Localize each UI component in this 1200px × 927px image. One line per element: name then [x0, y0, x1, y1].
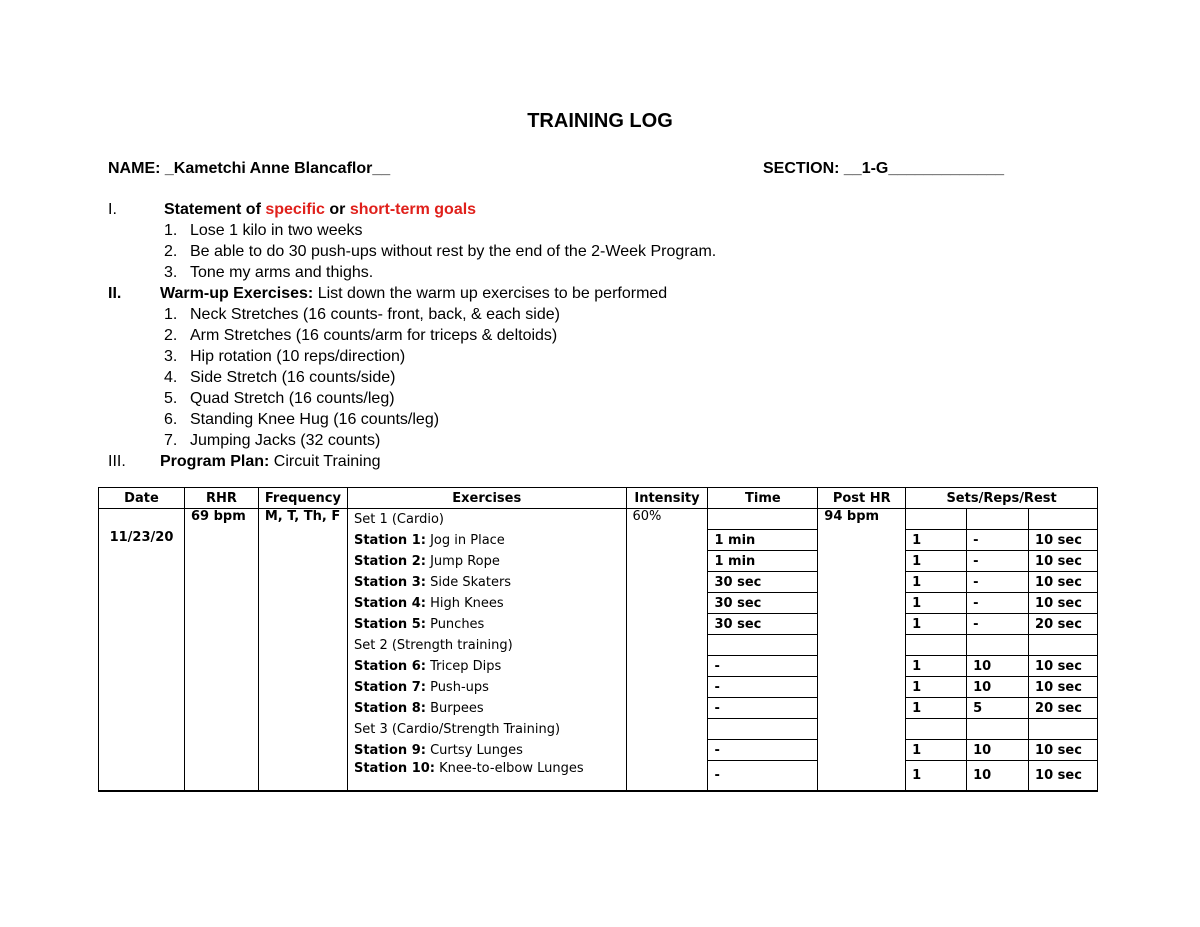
warmup-item: 5. Quad Stretch (16 counts/leg) — [164, 390, 395, 407]
sets-cell — [906, 719, 967, 740]
station-label: Station 9: — [353, 742, 426, 758]
reps-cell: 5 — [967, 698, 1029, 719]
date-cell-value: 11/23/20 — [109, 530, 174, 545]
reps-cell: 10 — [967, 740, 1029, 761]
sets-cell: 1 — [906, 698, 967, 719]
rest-cell: 10 sec — [1029, 551, 1098, 572]
station-label: Station 4: — [353, 595, 426, 611]
table-row — [99, 509, 1098, 530]
rest-cell: 20 sec — [1029, 614, 1098, 635]
header-exercises: Exercises — [347, 488, 626, 509]
time-cell — [708, 635, 818, 656]
time-cell — [708, 509, 818, 530]
exercise-cell — [347, 593, 626, 614]
sets-cell: 1 — [906, 614, 967, 635]
exercise-name: Jump Rope — [425, 553, 500, 569]
reps-cell: - — [967, 593, 1029, 614]
goal-item: 2. Be able to do 30 push-ups without rest by the end of the 2-Week Program. — [164, 243, 717, 260]
exercise-cell — [347, 572, 626, 593]
station-label: Station 10: — [353, 760, 435, 776]
exercise-cell — [347, 635, 626, 656]
page-title: TRAINING LOG — [527, 110, 673, 132]
time-cell: - — [708, 677, 818, 698]
reps-cell — [967, 635, 1029, 656]
exercise-cell — [347, 761, 626, 791]
section-i-heading: Statement of specific or short-term goals — [164, 201, 477, 218]
rhr-cell — [184, 509, 258, 791]
time-cell — [708, 719, 818, 740]
exercise-name: Knee-to-elbow Lunges — [435, 760, 584, 776]
sets-cell: 1 — [906, 761, 967, 791]
exercise-name: Set 2 (Strength training) — [353, 637, 513, 653]
reps-cell: - — [967, 530, 1029, 551]
section-iii-numeral: III. — [108, 453, 126, 470]
exercise-name: Burpees — [425, 700, 484, 716]
rest-cell: 10 sec — [1029, 761, 1098, 791]
exercise-name: High Knees — [425, 595, 504, 611]
warmup-item: 3. Hip rotation (10 reps/direction) — [164, 348, 406, 365]
reps-cell: 10 — [967, 656, 1029, 677]
exercise-name: Curtsy Lunges — [425, 742, 523, 758]
exercise-cell — [347, 551, 626, 572]
header-date: Date — [99, 488, 185, 509]
station-label: Station 1: — [353, 532, 426, 548]
section-field: SECTION: __1-G_____________ — [763, 160, 1005, 177]
sets-cell: 1 — [906, 551, 967, 572]
rest-cell: 10 sec — [1029, 740, 1098, 761]
header-rhr: RHR — [184, 488, 258, 509]
station-label: Station 6: — [353, 658, 426, 674]
rest-cell: 10 sec — [1029, 656, 1098, 677]
exercise-name: Side Skaters — [425, 574, 512, 590]
exercise-cell — [347, 740, 626, 761]
goal-item: 1. Lose 1 kilo in two weeks — [164, 222, 363, 239]
time-cell: - — [708, 740, 818, 761]
exercise-cell — [347, 530, 626, 551]
warmup-item: 2. Arm Stretches (16 counts/arm for triceps & deltoids) — [164, 327, 558, 344]
sets-cell: 1 — [906, 530, 967, 551]
exercise-name: Push-ups — [425, 679, 489, 695]
time-cell: 1 min — [708, 530, 818, 551]
warmup-item: 4. Side Stretch (16 counts/side) — [164, 369, 396, 386]
exercise-name: Set 3 (Cardio/Strength Training) — [353, 721, 561, 737]
time-cell: - — [708, 761, 818, 791]
training-log-table — [98, 487, 1098, 792]
warmup-item: 6. Standing Knee Hug (16 counts/leg) — [164, 411, 440, 428]
sets-cell: 1 — [906, 740, 967, 761]
time-cell: 1 min — [708, 551, 818, 572]
station-label: Station 7: — [353, 679, 426, 695]
rest-cell — [1029, 509, 1098, 530]
reps-cell: 10 — [967, 677, 1029, 698]
station-label: Station 8: — [353, 700, 426, 716]
sets-cell: 1 — [906, 593, 967, 614]
sets-cell: 1 — [906, 677, 967, 698]
station-label: Station 3: — [353, 574, 426, 590]
rest-cell — [1029, 719, 1098, 740]
time-cell: - — [708, 656, 818, 677]
goal-item: 3. Tone my arms and thighs. — [164, 264, 374, 281]
header-time: Time — [708, 488, 818, 509]
post-hr-cell: 94 bpm — [818, 509, 906, 791]
rest-cell: 10 sec — [1029, 593, 1098, 614]
intensity-cell: 60% — [626, 509, 708, 791]
reps-cell: 10 — [967, 761, 1029, 791]
rest-cell: 10 sec — [1029, 677, 1098, 698]
frequency-cell — [258, 509, 347, 791]
section-iii-heading: Program Plan: Circuit Training — [160, 453, 381, 470]
reps-cell: - — [967, 572, 1029, 593]
exercise-cell — [347, 698, 626, 719]
station-label: Station 5: — [353, 616, 426, 632]
reps-cell — [967, 509, 1029, 530]
name-field: NAME: _Kametchi Anne Blancaflor__ — [108, 160, 391, 177]
section-ii-numeral: II. — [108, 285, 122, 302]
time-cell: 30 sec — [708, 593, 818, 614]
header-sets-reps-rest: Sets/Reps/Rest — [906, 488, 1098, 509]
reps-cell — [967, 719, 1029, 740]
exercise-cell — [347, 614, 626, 635]
time-cell: - — [708, 698, 818, 719]
exercise-cell — [347, 719, 626, 740]
reps-cell: - — [967, 551, 1029, 572]
time-cell: 30 sec — [708, 572, 818, 593]
sets-cell — [906, 635, 967, 656]
station-label: Station 2: — [353, 553, 426, 569]
exercise-name: Tricep Dips — [425, 658, 502, 674]
rest-cell — [1029, 635, 1098, 656]
rhr-cell-value: 69 bpm — [190, 509, 246, 524]
section-i-numeral: I. — [108, 201, 117, 218]
rest-cell: 20 sec — [1029, 698, 1098, 719]
reps-cell: - — [967, 614, 1029, 635]
exercise-name: Jog in Place — [425, 532, 505, 548]
exercise-cell — [347, 677, 626, 698]
header-post-hr: Post HR — [818, 488, 906, 509]
warmup-item: 7. Jumping Jacks (32 counts) — [164, 432, 381, 449]
header-intensity: Intensity — [626, 488, 708, 509]
sets-cell: 1 — [906, 572, 967, 593]
frequency-cell-value: M, T, Th, F — [264, 509, 341, 524]
rest-cell: 10 sec — [1029, 572, 1098, 593]
exercise-cell — [347, 656, 626, 677]
date-cell — [99, 509, 185, 791]
warmup-item: 1. Neck Stretches (16 counts- front, back, & each side) — [164, 306, 560, 323]
section-ii-heading: Warm-up Exercises: List down the warm up exercises to be performed — [160, 285, 668, 302]
time-cell: 30 sec — [708, 614, 818, 635]
exercise-name: Punches — [425, 616, 485, 632]
exercise-name: Set 1 (Cardio) — [353, 511, 444, 527]
exercise-cell — [347, 509, 626, 530]
sets-cell: 1 — [906, 656, 967, 677]
table-header-row — [99, 488, 1098, 509]
header-frequency: Frequency — [258, 488, 347, 509]
sets-cell — [906, 509, 967, 530]
rest-cell: 10 sec — [1029, 530, 1098, 551]
